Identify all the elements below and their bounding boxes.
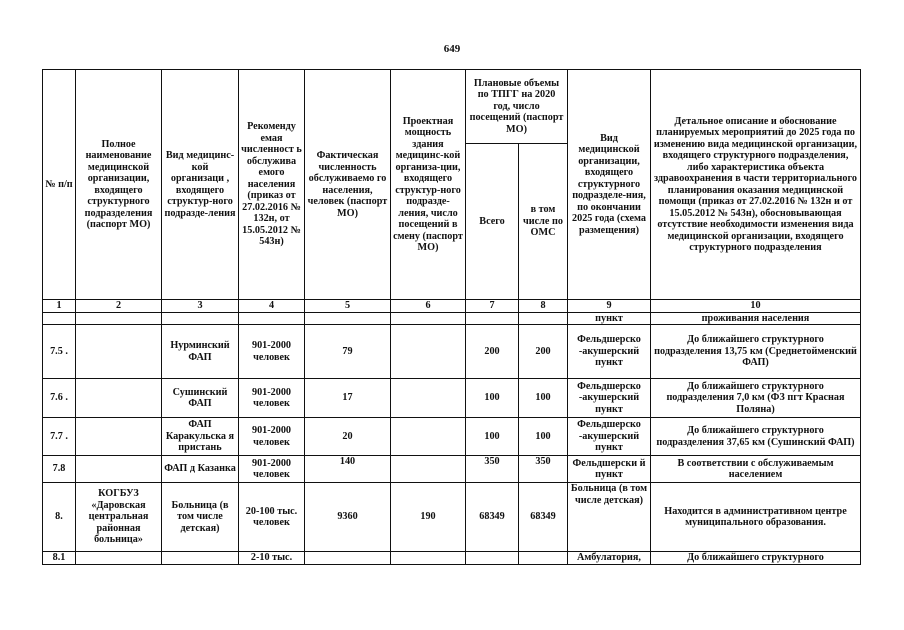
- row-num: 8.: [43, 483, 76, 552]
- table-row: [43, 483, 861, 552]
- row-total: 350: [466, 456, 519, 483]
- row-org: [76, 552, 162, 565]
- row-description: До ближайшего структурного: [651, 552, 861, 565]
- col-number: 6: [391, 300, 466, 313]
- row-future-type: Амбулатория,: [568, 552, 651, 565]
- row-oms: 200: [519, 325, 568, 379]
- row-oms: [519, 552, 568, 565]
- header-org-type: Вид медицинс-кой организаци , входящего структур-ного подразде-ления: [162, 70, 239, 300]
- page-number: 649: [443, 43, 461, 55]
- row-future-type: Фельдшерски й пункт: [568, 456, 651, 483]
- row-org: [76, 418, 162, 456]
- header-total: Всего: [466, 144, 519, 300]
- row-actual: 79: [305, 325, 391, 379]
- continuation-description: проживания населения: [651, 312, 861, 325]
- row-type: [162, 552, 239, 565]
- row-capacity: [391, 418, 466, 456]
- row-capacity: [391, 325, 466, 379]
- row-actual: [305, 552, 391, 565]
- row-num: 8.1: [43, 552, 76, 565]
- row-future-type: Больница (в том числе детская): [568, 483, 651, 552]
- row-total: 200: [466, 325, 519, 379]
- col-number: 8: [519, 300, 568, 313]
- continuation-future-type: пункт: [568, 312, 651, 325]
- row-oms: 350: [519, 456, 568, 483]
- table-row: [43, 418, 861, 456]
- header-org-name: Полное наименование медицинской организации, входящего структурного подразделения (паспорт МО): [76, 70, 162, 300]
- row-capacity: 190: [391, 483, 466, 552]
- row-oms: 68349: [519, 483, 568, 552]
- row-recommended: 20-100 тыс. человек: [239, 483, 305, 552]
- row-description: В соответствии с обслуживаемым населением: [651, 456, 861, 483]
- row-recommended: 901-2000 человек: [239, 325, 305, 379]
- row-num: 7.8: [43, 456, 76, 483]
- row-capacity: [391, 456, 466, 483]
- row-type: Больница (в том числе детская): [162, 483, 239, 552]
- row-org: [76, 379, 162, 418]
- col-number: 4: [239, 300, 305, 313]
- row-future-type: Фельдшерско -акушерский пункт: [568, 418, 651, 456]
- col-number: 1: [43, 300, 76, 313]
- col-number: 5: [305, 300, 391, 313]
- table-row: [43, 552, 861, 565]
- row-description: До ближайшего структурного подразделения 13,75 км (Среднетойменский ФАП): [651, 325, 861, 379]
- row-description: До ближайшего структурного подразделения 37,65 км (Сушинский ФАП): [651, 418, 861, 456]
- header-planned-volumes: Плановые объемы по ТПГГ на 2020 год, число посещений (паспорт МО): [466, 70, 568, 144]
- col-number: 2: [76, 300, 162, 313]
- col-number: 7: [466, 300, 519, 313]
- row-type: ФАП Каракульска я пристань: [162, 418, 239, 456]
- row-recommended: 901-2000 человек: [239, 418, 305, 456]
- col-number: 3: [162, 300, 239, 313]
- row-oms: 100: [519, 418, 568, 456]
- row-description: До ближайшего структурного подразделения 7,0 км (ФЗ пгт Красная Поляна): [651, 379, 861, 418]
- header-num: № п/п: [43, 70, 76, 300]
- row-capacity: [391, 552, 466, 565]
- row-actual: 140: [305, 456, 391, 483]
- row-org: КОГБУЗ «Даровская центральная районная больница»: [76, 483, 162, 552]
- row-actual: 9360: [305, 483, 391, 552]
- row-num: 7.6 .: [43, 379, 76, 418]
- row-total: 100: [466, 379, 519, 418]
- row-recommended: 901-2000 человек: [239, 379, 305, 418]
- header-actual-population: Фактическая численность обслуживаемо го населения, человек (паспорт МО): [305, 70, 391, 300]
- table-row: [43, 325, 861, 379]
- row-recommended: 2-10 тыс.: [239, 552, 305, 565]
- medical-organizations-table: [42, 69, 861, 565]
- column-numbers-row: [43, 300, 861, 313]
- row-total: [466, 552, 519, 565]
- col-number: 10: [651, 300, 861, 313]
- row-oms: 100: [519, 379, 568, 418]
- row-type: Нурминский ФАП: [162, 325, 239, 379]
- header-capacity: Проектная мощность здания медицинс-кой организа-ции, входящего структур-ного подразде-ления, число посещений в смену (паспорт МО): [391, 70, 466, 300]
- header-future-type: Вид медицинской организации, входящего структурного подразделе-ния, по окончании 2025 года (схема размещения): [568, 70, 651, 300]
- row-recommended: 901-2000 человек: [239, 456, 305, 483]
- row-description: Находится в административном центре муниципального образования.: [651, 483, 861, 552]
- col-number: 9: [568, 300, 651, 313]
- row-org: [76, 456, 162, 483]
- table-row: [43, 379, 861, 418]
- continuation-row: [43, 312, 861, 325]
- row-capacity: [391, 379, 466, 418]
- row-actual: 20: [305, 418, 391, 456]
- row-num: 7.5 .: [43, 325, 76, 379]
- row-type: Сушинский ФАП: [162, 379, 239, 418]
- row-org: [76, 325, 162, 379]
- header-oms: в том числе по ОМС: [519, 144, 568, 300]
- row-total: 100: [466, 418, 519, 456]
- header-recommended-population: Рекоменду емая численност ь обслужива емого населения (приказ от 27.02.2016 № 132н, от 15.05.2012 № 543н): [239, 70, 305, 300]
- row-total: 68349: [466, 483, 519, 552]
- row-future-type: Фельдшерско -акушерский пункт: [568, 325, 651, 379]
- row-type: ФАП д Казанка: [162, 456, 239, 483]
- row-actual: 17: [305, 379, 391, 418]
- row-future-type: Фельдшерско -акушерский пункт: [568, 379, 651, 418]
- table-row: [43, 456, 861, 483]
- header-description: Детальное описание и обоснование планируемых мероприятий до 2025 года по изменению вида медицинской организации, входящего структурного подразделения, либо характеристика объекта здравоохранения в части территориального планирования оказания медицинской помощи (приказ от 27.02.2016 № 132н и от 15.05.2012 № 543н), обосновывающая отсутствие необходимости изменения вида медицинской организации, входящего структурного подразделения: [651, 70, 861, 300]
- row-num: 7.7 .: [43, 418, 76, 456]
